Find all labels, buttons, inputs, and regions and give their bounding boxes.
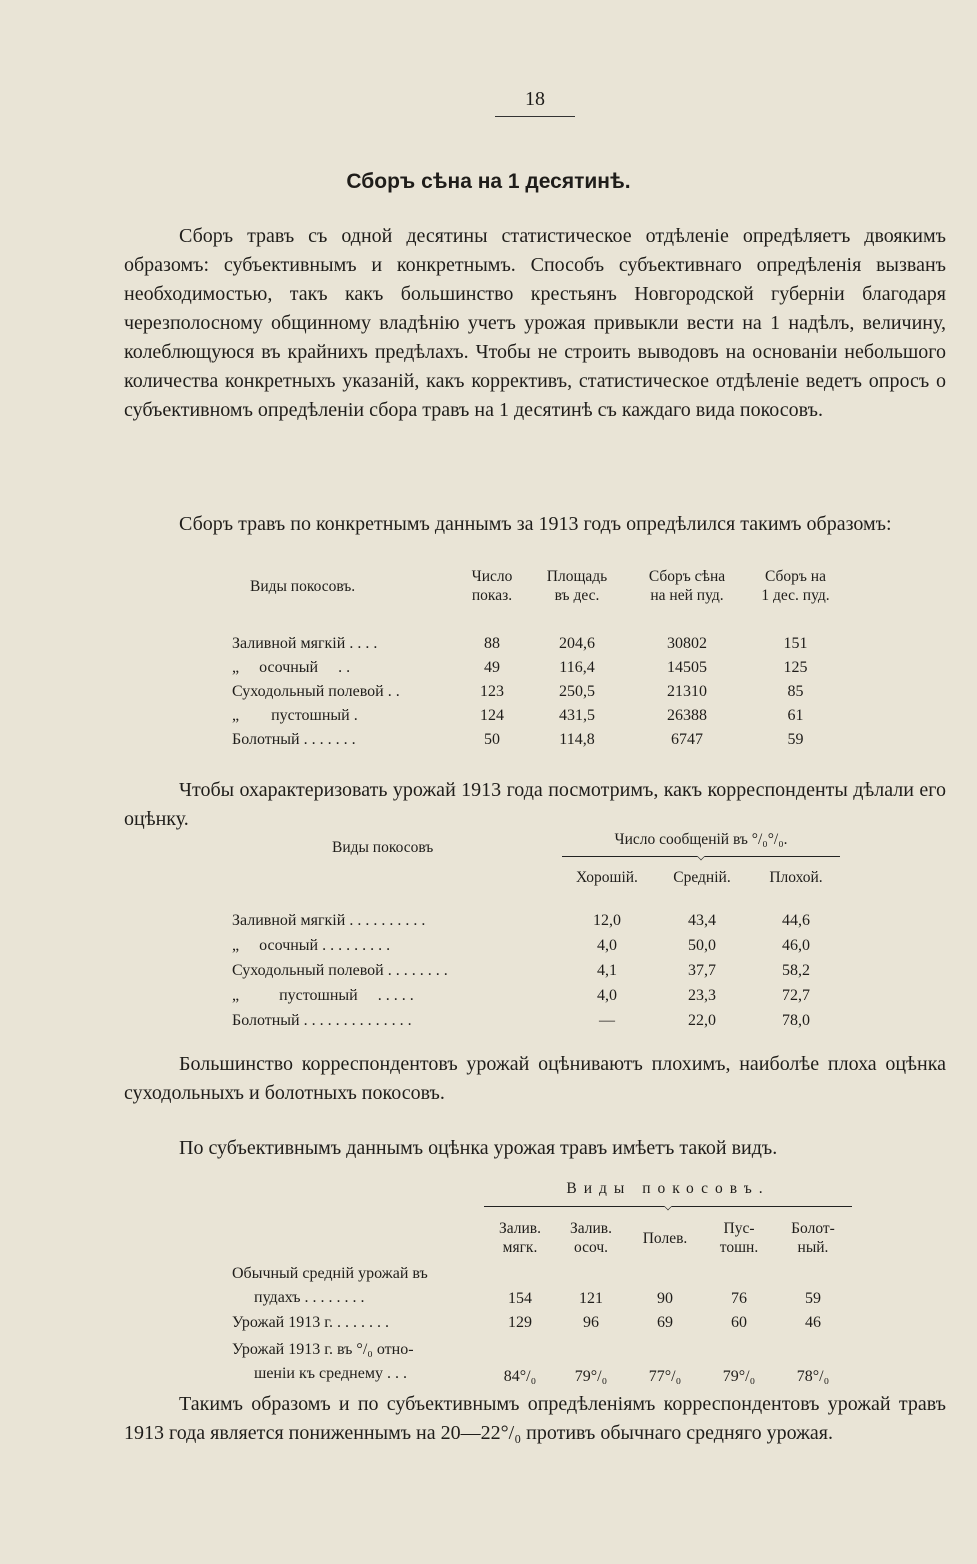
header-per-desyatina: Сборъ на 1 дес. пуд. bbox=[761, 568, 830, 604]
header-zaliv-myagk: Залив. мягк. bbox=[498, 1220, 541, 1256]
paragraph-method: Сборъ травъ съ одной десятины статистическое отдѣленіе опредѣляетъ двоякимъ образомъ: субъективнымъ и конкретнымъ. Способъ субъективнаго опредѣленія вызванъ необходимостью, такъ какъ большинство крестьянъ Новгородской губерніи благодаря черезполосному общинному владѣнію учетъ урожая привыкли вести на 1 надѣлъ, величину, колеблющуюся въ крайнихъ предѣлахъ. Чтобы не строить выводовъ на основаніи небольшого количества конкретныхъ указаній, какъ коррективъ, статистическое отдѣленіе ведетъ опросъ о субъективномъ опредѣленіи сбора травъ на 1 десятинѣ съ каждаго вида покосовъ. bbox=[124, 225, 946, 421]
header-pustoshn: Пус- тошн. bbox=[719, 1220, 759, 1256]
table-row: Заливной мягкій . . . . . . . . . . 12,0 43,4 44,6 bbox=[232, 911, 810, 929]
table-row: „ пустошный . 124 431,5 26388 61 bbox=[232, 707, 804, 724]
header-polev: Полев. bbox=[642, 1229, 688, 1247]
group-brace bbox=[562, 850, 840, 864]
table-row: „ осочный . . . . . . . . . 4,0 50,0 46,0 bbox=[232, 936, 810, 954]
table-row: Обычный средній урожай въ пудахъ . . . . . . . . 154 121 90 76 59 bbox=[232, 1265, 821, 1307]
header-group-percent: Число сообщеній въ °/₀°/₀. bbox=[614, 831, 788, 848]
page-number-rule bbox=[495, 116, 575, 117]
page-number: 18 bbox=[525, 88, 545, 110]
table-header-row bbox=[232, 1214, 852, 1262]
header-mid: Средній. bbox=[673, 868, 731, 886]
table-row: Заливной мягкій . . . . 88 204,6 30802 151 bbox=[232, 635, 808, 652]
paragraph-correspondents-intro: Чтобы охарактеризовать урожай 1913 года посмотримъ, какъ корреспонденты дѣлали его оцѣнку. bbox=[124, 779, 946, 830]
table-row: „ пустошный . . . . . 4,0 23,3 72,7 bbox=[232, 986, 810, 1004]
table-header-row bbox=[232, 864, 840, 890]
header-kind: Виды покосовъ. bbox=[250, 577, 356, 595]
subjective-yield-table bbox=[232, 1178, 852, 1388]
concrete-yield-table bbox=[232, 566, 844, 752]
paragraph-subjective-intro: По субъективнымъ даннымъ оцѣнка урожая травъ имѣетъ такой видъ. bbox=[179, 1137, 778, 1159]
header-kind: Виды покосовъ bbox=[332, 838, 434, 856]
header-bad: Плохой. bbox=[769, 868, 823, 886]
paragraph-conclusion: Такимъ образомъ и по субъективнымъ опредѣленіямъ корреспондентовъ урожай травъ 1913 года является пониженнымъ на 20—22°/₀ противъ обычнаго средняго урожая. bbox=[124, 1393, 946, 1444]
table-row: Болотный . . . . . . . 50 114,8 6747 59 bbox=[232, 731, 804, 748]
correspondent-assessment-table bbox=[232, 830, 840, 1033]
table-row: Урожай 1913 г. . . . . . . . 129 96 69 60 46 bbox=[232, 1314, 821, 1331]
header-hay: Сборъ сѣна на ней пуд. bbox=[648, 568, 726, 604]
paragraph-concrete-intro: Сборъ травъ по конкретнымъ даннымъ за 1913 годъ опредѣлился такимъ образомъ: bbox=[179, 513, 892, 535]
table-row: Болотный . . . . . . . . . . . . . . — 22,0 78,0 bbox=[232, 1011, 810, 1029]
table-row: Суходольный полевой . . . . . . . . 4,1 37,7 58,2 bbox=[232, 961, 810, 979]
header-good: Хорошій. bbox=[576, 868, 638, 886]
table-header-row bbox=[232, 566, 844, 606]
table-row: „ осочный . . 49 116,4 14505 125 bbox=[232, 659, 808, 676]
section-heading: Сборъ сѣна на 1 десятинѣ. bbox=[346, 170, 631, 193]
header-area: Площадь въ дес. bbox=[546, 568, 608, 604]
group-brace bbox=[484, 1200, 852, 1214]
table-row: Урожай 1913 г. въ °/₀ отно- шеніи къ среднему . . . 84°/₀ 79°/₀ 77°/₀ 79°/₀ 78°/₀ bbox=[232, 1341, 830, 1385]
header-zaliv-osoch: Залив. осоч. bbox=[569, 1220, 612, 1256]
header-count: Число показ. bbox=[471, 568, 513, 604]
header-group-kinds: Виды покосовъ. bbox=[566, 1180, 770, 1197]
paragraph-majority: Большинство корреспондентовъ урожай оцѣниваютъ плохимъ, наиболѣе плоха оцѣнка суходольныхъ и болотныхъ покосовъ. bbox=[124, 1053, 946, 1104]
table-row: Суходольный полевой . . 123 250,5 21310 85 bbox=[232, 683, 804, 700]
header-bolotny: Болот- ный. bbox=[791, 1220, 835, 1256]
